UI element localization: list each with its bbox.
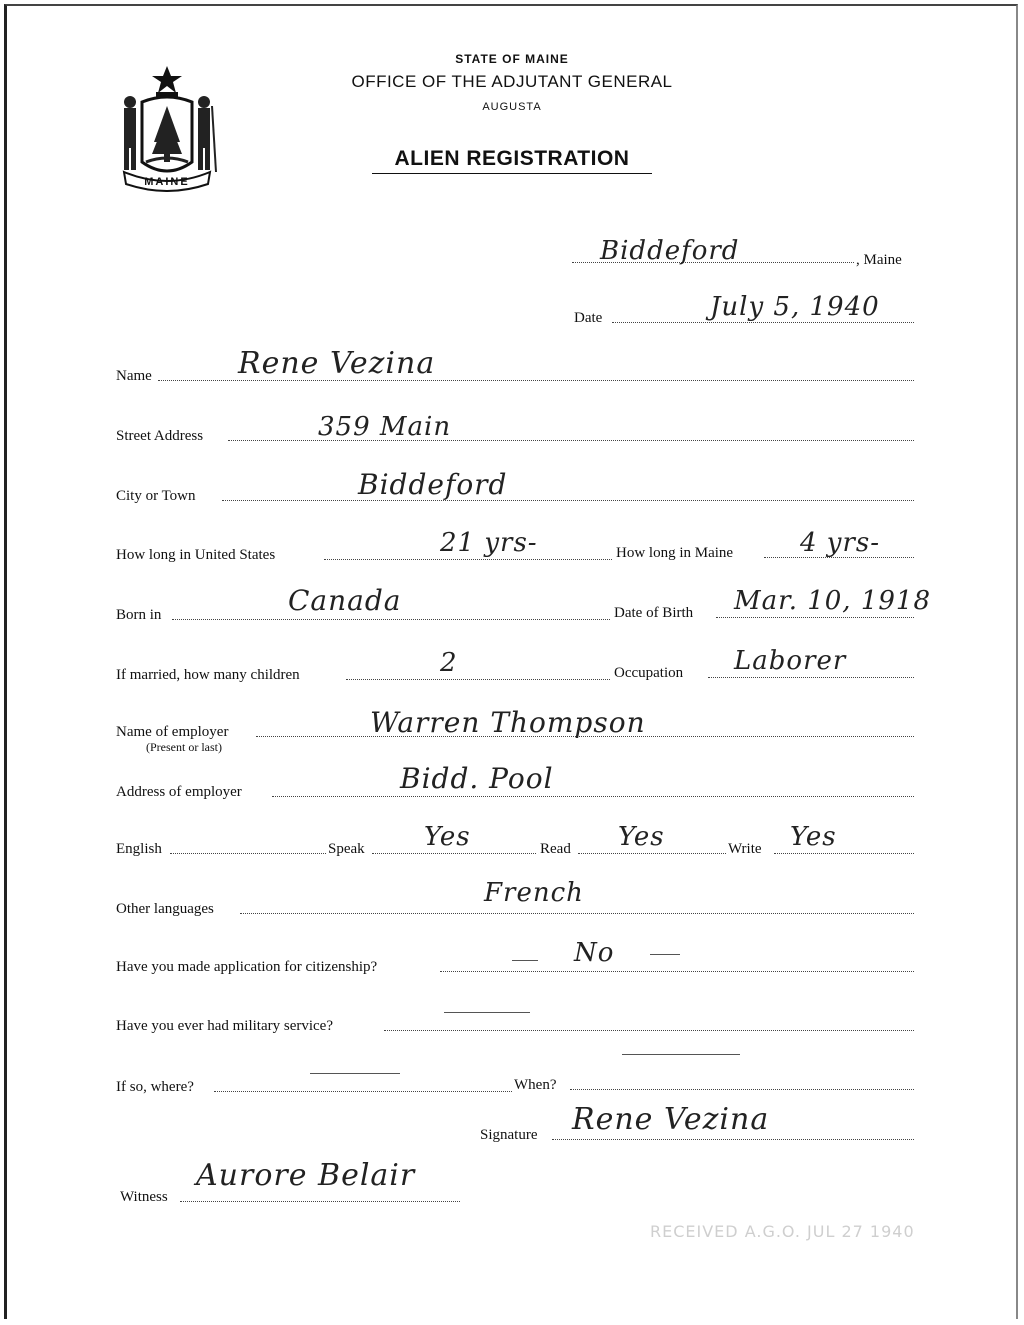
city-heading: AUGUSTA [482, 101, 542, 113]
employer-address-label: Address of employer [116, 784, 242, 800]
name-value: Rene Vezina [238, 346, 436, 381]
write-value: Yes [790, 822, 837, 852]
place-label: , Maine [856, 252, 902, 268]
employer-address-value: Bidd. Pool [400, 762, 554, 795]
dob-value: Mar. 10, 1918 [734, 586, 932, 616]
children-value: 2 [440, 648, 458, 678]
speak-value: Yes [424, 822, 471, 852]
page-border [4, 4, 1018, 1319]
read-value: Yes [618, 822, 665, 852]
title-underline [372, 173, 652, 174]
witness-label: Witness [120, 1189, 168, 1205]
office-heading: OFFICE OF THE ADJUTANT GENERAL [351, 72, 673, 91]
children-label: If married, how many children [116, 667, 300, 683]
us-time-value: 21 yrs- [440, 528, 538, 558]
date-value: July 5, 1940 [710, 292, 880, 322]
citizenship-label: Have you made application for citizenship? [116, 959, 378, 975]
read-label: Read [540, 841, 571, 857]
where-label: If so, where? [116, 1079, 194, 1095]
city-value: Biddeford [358, 468, 508, 501]
military-label: Have you ever had military service? [116, 1018, 333, 1034]
occupation-label: Occupation [614, 665, 684, 681]
employer-value: Warren Thompson [370, 706, 646, 739]
form-title: ALIEN REGISTRATION [394, 147, 630, 170]
write-label: Write [728, 841, 762, 857]
other-languages-label: Other languages [116, 901, 214, 917]
dob-label: Date of Birth [614, 605, 694, 621]
signature-label: Signature [480, 1127, 538, 1143]
born-label: Born in [116, 607, 162, 623]
date-label: Date [574, 310, 603, 326]
witness-value: Aurore Belair [196, 1158, 416, 1193]
city-label: City or Town [116, 488, 196, 504]
state-heading: STATE OF MAINE [455, 52, 569, 66]
svg-text:MAINE: MAINE [144, 176, 190, 188]
speak-label: Speak [328, 841, 365, 857]
occupation-value: Laborer [734, 646, 847, 676]
maine-time-label: How long in Maine [616, 545, 734, 561]
name-label: Name [116, 368, 152, 384]
place-value: Biddeford [600, 236, 740, 266]
us-time-label: How long in United States [116, 547, 276, 563]
signature-value: Rene Vezina [572, 1102, 770, 1137]
employer-label: Name of employer [116, 724, 229, 740]
english-label: English [116, 841, 162, 857]
street-value: 359 Main [318, 412, 452, 442]
received-stamp: RECEIVED A.G.O. JUL 27 1940 [650, 1222, 915, 1241]
born-value: Canada [288, 584, 402, 617]
when-label: When? [514, 1077, 557, 1093]
street-label: Street Address [116, 428, 204, 444]
employer-sublabel: (Present or last) [146, 740, 222, 754]
maine-time-value: 4 yrs- [800, 528, 881, 558]
other-languages-value: French [484, 878, 584, 908]
citizenship-value: No [574, 938, 615, 968]
